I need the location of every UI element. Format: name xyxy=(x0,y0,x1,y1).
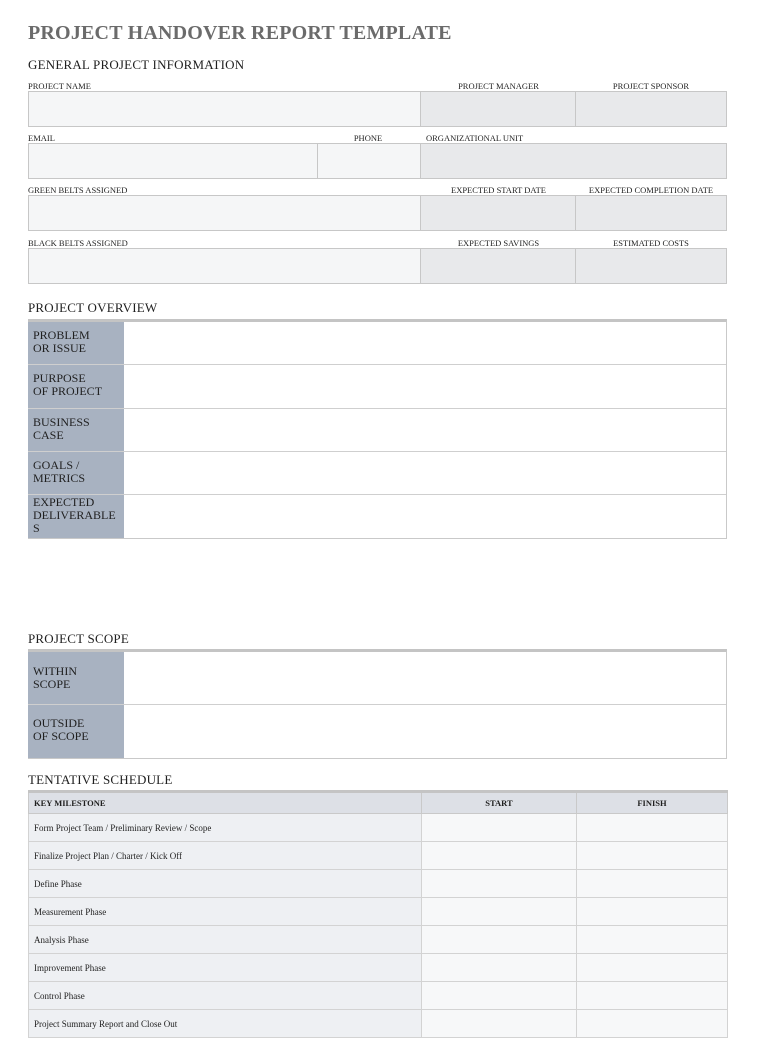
finish-column-header: FINISH xyxy=(577,792,728,814)
expected-completion-label: EXPECTED COMPLETION DATE xyxy=(588,185,714,195)
overview-row-business-case xyxy=(28,409,726,452)
scope-row-input[interactable] xyxy=(124,705,726,758)
finish-cell[interactable] xyxy=(577,954,728,982)
scope-row-outside xyxy=(28,705,726,758)
expected-savings-label: EXPECTED SAVINGS xyxy=(457,238,540,248)
general-info-heading: GENERAL PROJECT INFORMATION xyxy=(28,57,245,72)
start-cell[interactable] xyxy=(422,870,577,898)
overview-row-label: BUSINESS CASE xyxy=(28,409,124,451)
org-unit-field[interactable] xyxy=(421,143,727,179)
project-manager-field[interactable] xyxy=(421,91,576,127)
overview-row-goals xyxy=(28,452,726,495)
email-label: EMAIL xyxy=(28,133,55,143)
overview-table xyxy=(28,319,727,539)
finish-cell[interactable] xyxy=(577,898,728,926)
overview-row-input[interactable] xyxy=(124,322,726,364)
phone-field[interactable] xyxy=(318,143,421,179)
project-manager-label: PROJECT MANAGER xyxy=(458,81,539,91)
milestone-cell: Finalize Project Plan / Charter / Kick Off xyxy=(29,842,422,870)
milestone-column-header: KEY MILESTONE xyxy=(29,792,422,814)
expected-savings-field[interactable] xyxy=(421,248,576,284)
expected-start-field[interactable] xyxy=(421,195,576,231)
black-belts-field[interactable] xyxy=(28,248,421,284)
schedule-header-row xyxy=(29,792,728,814)
finish-cell[interactable] xyxy=(577,926,728,954)
project-name-field[interactable] xyxy=(28,91,421,127)
overview-row-deliverables xyxy=(28,495,726,538)
scope-row-within xyxy=(28,652,726,705)
table-row xyxy=(29,954,728,982)
project-name-label: PROJECT NAME xyxy=(28,81,91,91)
table-row xyxy=(29,926,728,954)
expected-completion-field[interactable] xyxy=(576,195,727,231)
email-field[interactable] xyxy=(28,143,318,179)
milestone-cell: Define Phase xyxy=(29,870,422,898)
start-cell[interactable] xyxy=(422,954,577,982)
finish-cell[interactable] xyxy=(577,842,728,870)
start-cell[interactable] xyxy=(422,982,577,1010)
start-cell[interactable] xyxy=(422,814,577,842)
milestone-cell: Improvement Phase xyxy=(29,954,422,982)
milestone-cell: Control Phase xyxy=(29,982,422,1010)
milestone-cell: Measurement Phase xyxy=(29,898,422,926)
start-cell[interactable] xyxy=(422,898,577,926)
overview-row-input[interactable] xyxy=(124,365,726,408)
scope-row-label: WITHIN SCOPE xyxy=(28,652,124,704)
start-cell[interactable] xyxy=(422,842,577,870)
overview-row-input[interactable] xyxy=(124,452,726,494)
overview-row-purpose xyxy=(28,365,726,409)
phone-label: PHONE xyxy=(353,133,383,143)
scope-row-label: OUTSIDE OF SCOPE xyxy=(28,705,124,758)
start-column-header: START xyxy=(422,792,577,814)
milestone-cell: Project Summary Report and Close Out xyxy=(29,1010,422,1038)
org-unit-label: ORGANIZATIONAL UNIT xyxy=(426,133,524,143)
scope-row-input[interactable] xyxy=(124,652,726,704)
finish-cell[interactable] xyxy=(577,982,728,1010)
schedule-table xyxy=(28,790,728,1038)
black-belts-label: BLACK BELTS ASSIGNED xyxy=(28,238,128,248)
milestone-cell: Form Project Team / Preliminary Review / Scope xyxy=(29,814,422,842)
table-row xyxy=(29,842,728,870)
overview-row-label: PROBLEM OR ISSUE xyxy=(28,322,124,364)
overview-row-input[interactable] xyxy=(124,409,726,451)
overview-row-problem xyxy=(28,322,726,365)
table-row xyxy=(29,814,728,842)
project-sponsor-label: PROJECT SPONSOR xyxy=(612,81,690,91)
schedule-heading: TENTATIVE SCHEDULE xyxy=(28,772,173,787)
green-belts-label: GREEN BELTS ASSIGNED xyxy=(28,185,128,195)
overview-row-label: EXPECTED DELIVERABLE S xyxy=(28,495,124,538)
milestone-cell: Analysis Phase xyxy=(29,926,422,954)
estimated-costs-label: ESTIMATED COSTS xyxy=(613,238,689,248)
scope-table xyxy=(28,649,727,759)
table-row xyxy=(29,982,728,1010)
overview-row-input[interactable] xyxy=(124,495,726,538)
green-belts-field[interactable] xyxy=(28,195,421,231)
start-cell[interactable] xyxy=(422,926,577,954)
scope-heading: PROJECT SCOPE xyxy=(28,631,129,646)
table-row xyxy=(29,898,728,926)
expected-start-label: EXPECTED START DATE xyxy=(451,185,546,195)
overview-heading: PROJECT OVERVIEW xyxy=(28,300,158,315)
overview-row-label: PURPOSE OF PROJECT xyxy=(28,365,124,408)
estimated-costs-field[interactable] xyxy=(576,248,727,284)
overview-row-label: GOALS / METRICS xyxy=(28,452,124,494)
project-sponsor-field[interactable] xyxy=(576,91,727,127)
page-title: PROJECT HANDOVER REPORT TEMPLATE xyxy=(28,22,452,44)
finish-cell[interactable] xyxy=(577,814,728,842)
table-row xyxy=(29,870,728,898)
finish-cell[interactable] xyxy=(577,870,728,898)
